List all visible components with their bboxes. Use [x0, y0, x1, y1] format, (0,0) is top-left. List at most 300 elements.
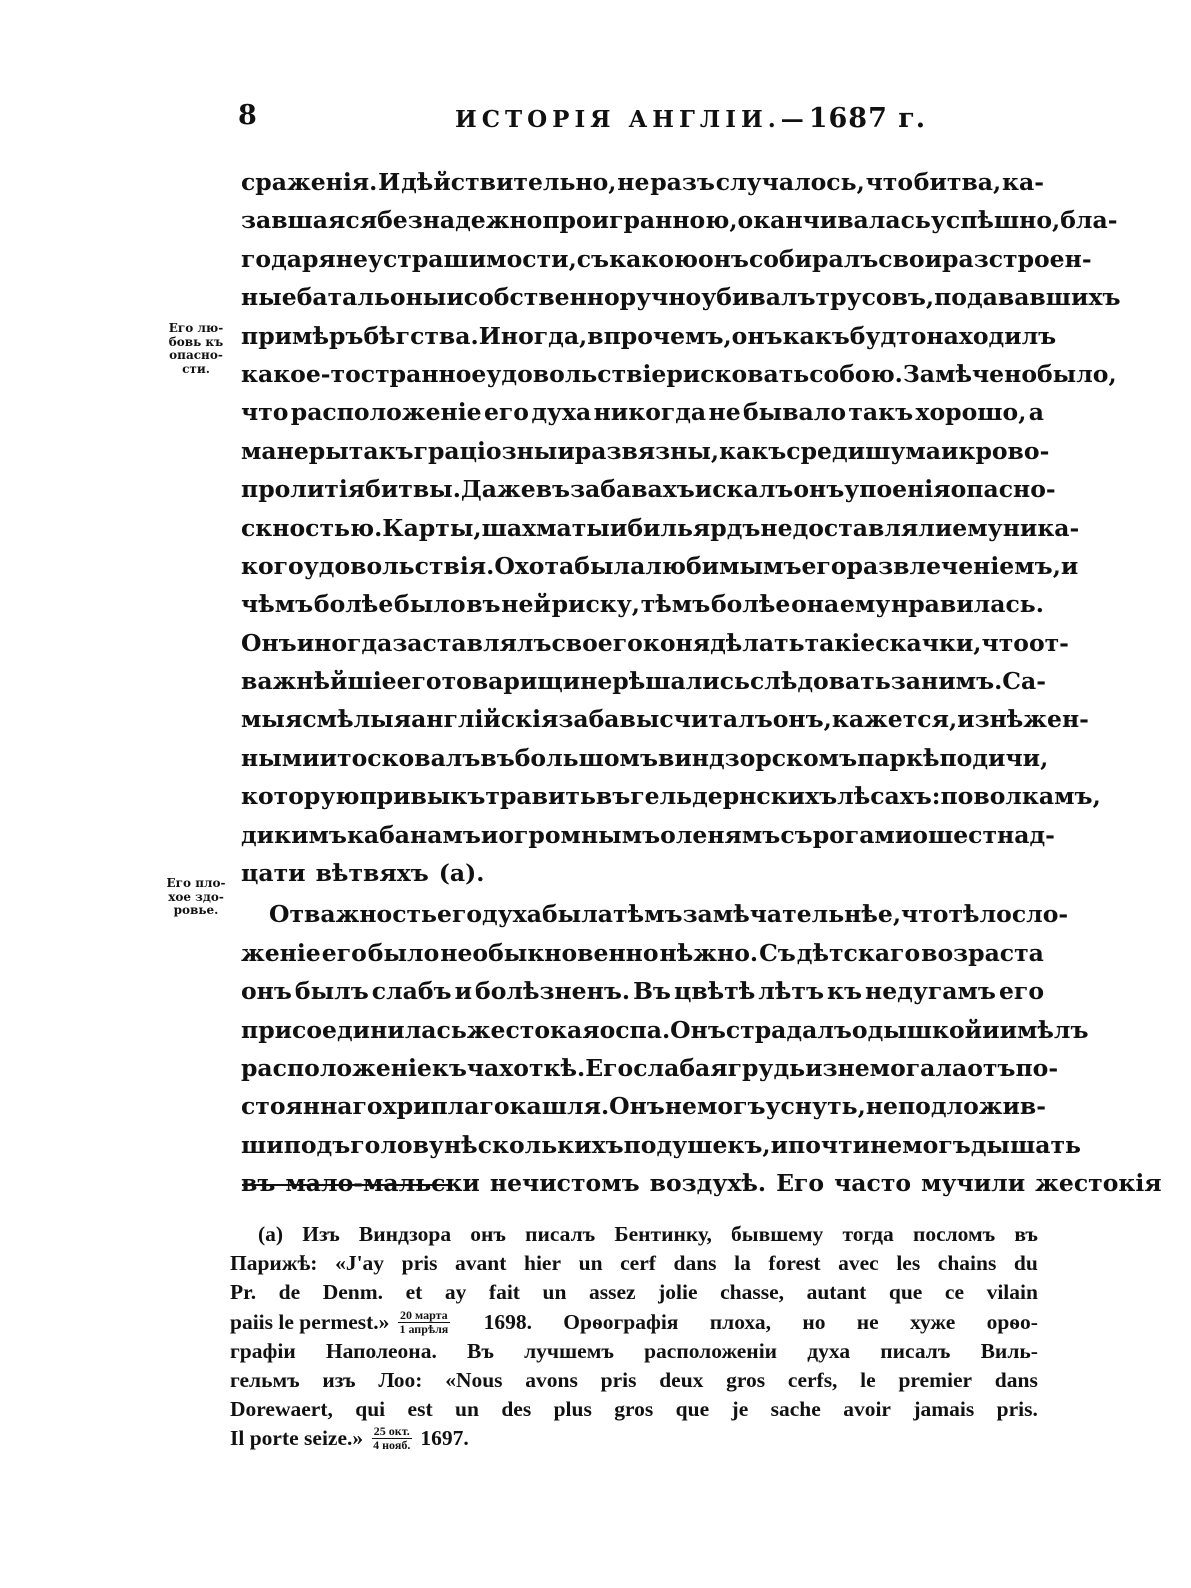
footnote-line [230, 1308, 1038, 1337]
text-line [241, 972, 1044, 1010]
word: тосковалъ [337, 743, 481, 772]
word: dans [673, 1251, 717, 1276]
word: упоенія [844, 475, 951, 504]
word: лѣтъ [758, 977, 824, 1006]
word: Карты, [382, 513, 482, 542]
word: что [241, 398, 289, 427]
word: sache [770, 1397, 821, 1422]
word: cerfs, [787, 1367, 838, 1392]
word: что [981, 628, 1029, 657]
word: развлеченіемъ, [846, 551, 1061, 580]
word: «J'ay [335, 1251, 385, 1276]
word: бильярдъ [627, 513, 761, 542]
date-numerator: 25 окт. [373, 1424, 410, 1439]
word: считалъ [659, 705, 773, 734]
word: что [901, 900, 949, 929]
word: находилъ [926, 321, 1057, 350]
text-line [241, 895, 1069, 933]
word: такіе [804, 628, 876, 657]
word: могъ [902, 1130, 971, 1159]
word: Его [776, 1169, 825, 1198]
footnote-line [230, 1249, 1038, 1278]
word: оканчивалась [737, 206, 931, 235]
word: уснуть, [765, 1092, 866, 1121]
word: бѣгства. [363, 321, 479, 350]
word: искалъ [694, 475, 794, 504]
main-text [241, 163, 1162, 1203]
footnote-line [230, 1337, 1038, 1366]
word: pris [600, 1367, 637, 1392]
word: chains [937, 1251, 997, 1276]
word: слѣдовать [749, 667, 891, 696]
margin-note-line: опасно- [169, 348, 223, 362]
date-fraction [397, 1309, 450, 1336]
word: бла- [1060, 206, 1118, 235]
footnote-text: 1697. [420, 1426, 469, 1451]
word: Онъ [670, 1015, 726, 1044]
word: писалъ [525, 1222, 596, 1246]
word: необыкновенно [440, 938, 659, 967]
word: и [557, 436, 575, 465]
word: un [455, 1397, 479, 1422]
word: коня [642, 628, 711, 657]
word: забавы [558, 705, 660, 734]
word: plus [553, 1397, 592, 1422]
word: autant [806, 1280, 867, 1305]
word: fait [488, 1280, 520, 1305]
word: онъ [731, 321, 783, 350]
word: какъ [719, 436, 787, 465]
word: И [378, 168, 401, 196]
word: смѣлыя [302, 705, 412, 734]
word: тѣмъ [613, 900, 683, 929]
paragraph-1 [241, 163, 1121, 892]
word: et [405, 1280, 423, 1305]
word: дѣлать [710, 628, 805, 657]
word: плоха, [709, 1309, 772, 1334]
word: скачки, [875, 628, 982, 657]
word: и [446, 283, 464, 312]
running-title [455, 103, 926, 134]
word: тогда [842, 1222, 894, 1246]
word: Даже [460, 475, 536, 504]
word: ay [444, 1280, 467, 1305]
word: нечистомъ [489, 1169, 640, 1198]
margin-note-line: Его лю- [168, 321, 224, 335]
word: своего [551, 628, 643, 657]
word: пролитія [241, 475, 366, 504]
word: успѣшно, [930, 206, 1061, 235]
word: по [940, 782, 974, 811]
word: расположеніе [290, 398, 482, 427]
running-year: 1687 г. [808, 103, 927, 134]
word: Парижѣ: [230, 1251, 318, 1276]
word: въ [535, 475, 571, 504]
word: qui [355, 1397, 386, 1422]
word: его [437, 900, 483, 929]
word: въ [480, 743, 515, 772]
word: la [734, 1251, 751, 1276]
footnote-line [258, 1220, 1038, 1249]
word: удовольствія. [303, 551, 495, 580]
text-line [241, 163, 1044, 201]
word: ней [501, 590, 551, 619]
word: лѣсахъ: [837, 782, 941, 811]
word: не [708, 398, 741, 427]
date-numerator: 20 марта [400, 1307, 448, 1322]
word: имѣлъ [999, 1015, 1089, 1044]
word: дышать [970, 1130, 1081, 1159]
word: неустрашимости, [335, 244, 577, 273]
text-line [241, 240, 1092, 278]
word: un [578, 1251, 603, 1276]
text-line [241, 470, 1056, 508]
word: подъ [283, 1130, 351, 1159]
text-line [241, 201, 1118, 239]
footnote-text: Il porte seize.» [230, 1426, 364, 1451]
text-line [241, 934, 1044, 972]
word: Онъ [609, 1092, 665, 1121]
word: онъ, [772, 705, 832, 734]
word: Охота [494, 551, 575, 580]
word: съ [780, 820, 813, 849]
word: не [617, 168, 650, 196]
word: среди [786, 436, 866, 465]
word: чѣмъ [241, 590, 314, 619]
word: товарищи [441, 667, 581, 696]
word: въ [466, 590, 501, 619]
word: болѣе [710, 590, 791, 619]
word: нравилась. [891, 590, 1044, 619]
word: Виндзора [358, 1222, 452, 1246]
word: никогда [593, 398, 707, 427]
text-line [241, 816, 1055, 854]
word: дѣйствительно, [401, 168, 617, 196]
word: завшаяся [241, 206, 378, 235]
word: страдалъ [725, 1015, 852, 1044]
word: какое-то [241, 359, 361, 388]
word: Онъ [241, 628, 297, 657]
word: было, [1037, 359, 1117, 388]
word: des [501, 1397, 532, 1422]
text-line [241, 1049, 1059, 1087]
word: «Nous [445, 1367, 503, 1392]
text-line [241, 278, 1121, 316]
word: посломъ [912, 1222, 996, 1246]
word: какъ [782, 321, 850, 350]
text-line [241, 1011, 1089, 1049]
word: гельмъ [230, 1367, 300, 1392]
word: развязны, [574, 436, 720, 465]
word: онъ [470, 1222, 506, 1246]
word: du [1013, 1251, 1038, 1276]
word: рогами [812, 820, 913, 849]
text-line [241, 1087, 1044, 1125]
word: его [998, 977, 1044, 1006]
word: avec [838, 1251, 879, 1276]
text-line [241, 624, 1069, 662]
word: que [675, 1397, 710, 1422]
word: доставляли [792, 513, 953, 542]
word: cerf [620, 1251, 656, 1276]
word: разстроен- [942, 244, 1092, 273]
word: не [870, 1130, 903, 1159]
word: трусовъ, [815, 283, 935, 312]
footnote [230, 1220, 1038, 1454]
word: его [801, 551, 847, 580]
footnote-text: paiis le permest.» [230, 1309, 390, 1334]
text-line [241, 739, 1049, 777]
word: жестокая [466, 1015, 600, 1044]
word: въ [1014, 1222, 1038, 1246]
word: assez [589, 1280, 636, 1305]
word: вѣтвяхъ [315, 859, 429, 888]
word: слабъ [371, 977, 452, 1006]
word: проигранною, [542, 206, 738, 235]
word: не [856, 1309, 879, 1334]
word: и [982, 1015, 1000, 1044]
word: какою [609, 244, 699, 273]
word: слабая [633, 1053, 728, 1082]
word: болѣзненъ. [475, 977, 631, 1006]
word: гельдернскихъ [630, 782, 838, 811]
paragraph-2 [241, 895, 1162, 1202]
word: сраженія. [241, 168, 378, 196]
margin-note-line: сти. [182, 361, 210, 376]
word: англійскія [411, 705, 559, 734]
word: Denm. [322, 1280, 384, 1305]
word: шестнад- [927, 820, 1055, 849]
word: Его [585, 1053, 634, 1082]
footnote-line [230, 1366, 1038, 1395]
running-title-text: ИСТОРІЯ АНГЛІИ.— [455, 106, 809, 133]
word: jamais [913, 1397, 975, 1422]
word: оленямъ [660, 820, 781, 849]
word: къ [431, 1053, 467, 1082]
word: замѣчательнѣе, [682, 900, 902, 929]
word: его [396, 667, 442, 696]
word: кабанамъ [346, 820, 481, 849]
word: хуже [910, 1309, 956, 1334]
footnote-line [230, 1424, 1038, 1453]
word: убивалъ [701, 283, 816, 312]
word: pris [401, 1251, 438, 1276]
word: манеры [241, 436, 349, 465]
word: духа [807, 1338, 851, 1363]
word: кого [241, 551, 304, 580]
footnote-line [230, 1395, 1038, 1424]
word: нѣжно. [659, 938, 759, 967]
word: странное [360, 359, 487, 388]
word: и [1060, 551, 1079, 580]
word: Виль- [980, 1338, 1038, 1363]
word: годаря [241, 244, 336, 273]
word: онъ [241, 977, 292, 1006]
word: крово- [958, 436, 1050, 465]
text-line [241, 355, 1117, 393]
word: въ [241, 1169, 276, 1198]
word: que [888, 1280, 923, 1305]
word: о [912, 820, 928, 849]
word: мыя [241, 705, 303, 734]
word: jolie [658, 1280, 698, 1305]
word: рисковать [666, 359, 810, 388]
word: от- [1028, 628, 1069, 657]
word: изнемогала [805, 1053, 968, 1082]
word: травить [485, 782, 596, 811]
word: была [542, 900, 614, 929]
word: (а). [438, 859, 485, 888]
word: могъ [697, 1092, 766, 1121]
word: мучили [921, 1169, 1026, 1198]
word: опасно- [950, 475, 1056, 504]
word: граціозны [413, 436, 558, 465]
word: онъ [698, 244, 749, 273]
word: ce [944, 1280, 964, 1305]
word: и [454, 977, 473, 1006]
word: часто [834, 1169, 912, 1198]
word: Иногда, [478, 321, 588, 350]
word: ника- [1002, 513, 1080, 542]
word: не [664, 1092, 697, 1121]
word: Изъ [302, 1222, 340, 1246]
word: мало-мальски [285, 1169, 480, 1198]
word: голову [350, 1130, 444, 1159]
word: Наполеона. [325, 1338, 437, 1363]
word: женіе [241, 938, 321, 967]
word: впрочемъ, [587, 321, 732, 350]
word: дичи, [972, 743, 1049, 772]
word: хриплаго [382, 1092, 510, 1121]
word: тѣлосло- [948, 900, 1069, 929]
word: что [865, 168, 913, 196]
word: такъ [848, 398, 914, 427]
word: forest [768, 1251, 821, 1276]
word: Pr. [230, 1280, 257, 1305]
margin-note-line: бовь къ [168, 334, 224, 349]
text-line [241, 509, 1080, 547]
word: не [580, 667, 613, 696]
margin-note-poor-health [152, 877, 240, 918]
word: иногда [296, 628, 393, 657]
word: случалось, [715, 168, 865, 196]
word: шахматы [481, 513, 610, 542]
word: свои [878, 244, 943, 273]
word: бывало [742, 398, 847, 427]
word: dans [994, 1367, 1038, 1392]
word: стояннаго [241, 1092, 383, 1121]
word: примѣръ [241, 321, 364, 350]
word: Отважность [269, 900, 438, 929]
word: возраста [921, 938, 1044, 967]
word: chasse, [720, 1280, 785, 1305]
word: ему [839, 590, 891, 619]
word: оспа. [599, 1015, 671, 1044]
word: les [896, 1251, 921, 1276]
word: въ [595, 782, 631, 811]
word: je [731, 1397, 749, 1422]
word: дикимъ [241, 820, 347, 849]
word: скностью. [241, 513, 383, 542]
word: она [791, 590, 840, 619]
word: Въ [633, 977, 671, 1006]
word: 1698. [483, 1309, 532, 1334]
word: Съ [759, 938, 796, 967]
text-line [241, 547, 1079, 585]
word: воздухѣ. [649, 1169, 767, 1198]
word: бывшему [731, 1222, 824, 1246]
word: цати [241, 859, 306, 888]
word: риску, [551, 590, 640, 619]
word: хорошо, [915, 398, 1027, 427]
word: premier [898, 1367, 973, 1392]
word: безнадежно [377, 206, 543, 235]
word: de [278, 1280, 301, 1305]
word: былъ [294, 977, 369, 1006]
word: батальоны [296, 283, 447, 312]
word: такъ [348, 436, 414, 465]
word: подушекъ, [623, 1130, 771, 1159]
word: vilain [986, 1280, 1038, 1305]
text-line [241, 854, 1044, 892]
word: расположеніе [241, 1053, 432, 1082]
word: разъ [650, 168, 715, 196]
margin-note-love-of-danger [152, 322, 240, 376]
word: привыкъ [359, 782, 486, 811]
word: ные [241, 283, 297, 312]
word: заставлялъ [392, 628, 552, 657]
word: болѣе [313, 590, 394, 619]
word: духа [482, 900, 542, 929]
word: Въ [467, 1338, 494, 1363]
word: est [407, 1397, 433, 1422]
margin-note-line: хое здо- [168, 889, 224, 904]
word: битва, [913, 168, 1002, 196]
word: собою. [809, 359, 903, 388]
date-fraction [371, 1425, 412, 1452]
text-line [241, 585, 1044, 623]
word: было [394, 590, 466, 619]
word: gros [726, 1367, 766, 1392]
word: шума [865, 436, 942, 465]
word: Dorewaert, [230, 1397, 333, 1422]
word: духа [531, 398, 592, 427]
date-denominator: 1 апрѣля [399, 1321, 449, 1336]
word: съ [576, 244, 610, 273]
word: по [939, 743, 973, 772]
text-line [241, 1126, 1081, 1164]
word: чахоткѣ. [466, 1053, 586, 1082]
word: ему [952, 513, 1003, 542]
word: нимъ. [921, 667, 1003, 696]
word: deux [659, 1367, 704, 1392]
word: avant [455, 1251, 507, 1276]
word: Замѣчено [902, 359, 1037, 388]
word: подложив- [897, 1092, 1046, 1121]
word: и [480, 820, 499, 849]
word: и [319, 743, 338, 772]
word: но [802, 1309, 826, 1334]
word: огромнымъ [498, 820, 661, 849]
text-line [241, 432, 1050, 470]
word: (а) [258, 1222, 284, 1246]
text-line [241, 777, 1101, 815]
word: жестокія [1035, 1169, 1162, 1198]
text-line [241, 393, 1044, 431]
word: и [609, 513, 628, 542]
text-line [241, 317, 1057, 355]
word: а [1028, 398, 1044, 427]
